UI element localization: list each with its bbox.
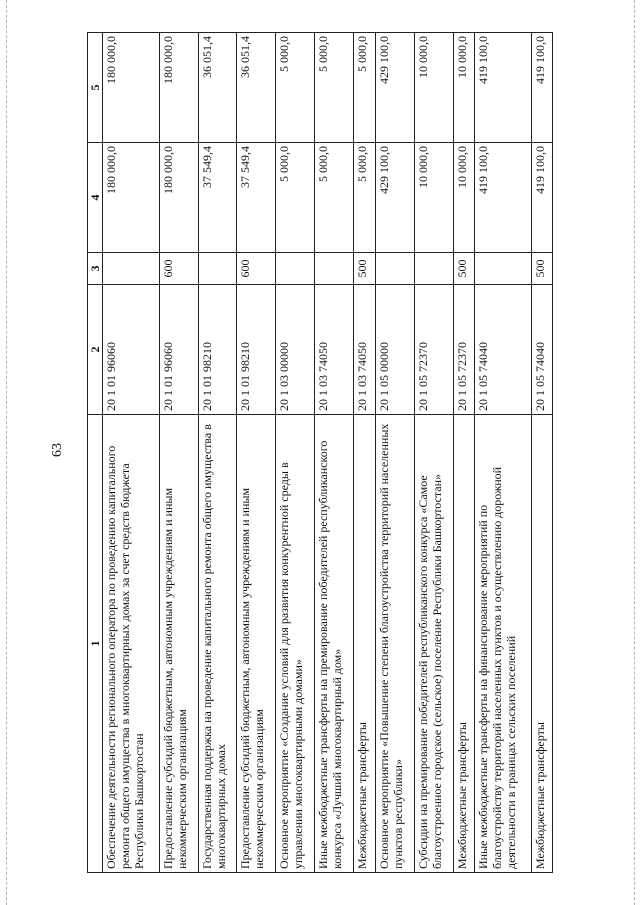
row-sum-col5: 5 000,0 [315, 33, 354, 143]
row-code: 20 1 03 74050 [354, 285, 375, 415]
row-sum-col4: 10 000,0 [414, 143, 453, 253]
table-row [103, 33, 160, 873]
row-sum-col4: 419 100,0 [474, 143, 531, 253]
row-sum-col5: 419 100,0 [474, 33, 531, 143]
row-sum-col4: 419 100,0 [531, 143, 552, 253]
row-sum-col5: 10 000,0 [414, 33, 453, 143]
row-sum-col5: 5 000,0 [354, 33, 375, 143]
row-name: Межбюджетные трансферты [531, 415, 552, 873]
rotated-table-container [87, 33, 553, 873]
row-code: 20 1 05 72370 [414, 285, 453, 415]
row-type [276, 253, 315, 285]
table-row [237, 33, 276, 873]
row-sum-col4: 5 000,0 [276, 143, 315, 253]
row-name: Обеспечение деятельности регионального оператора по проведению капитального ремонта общего имущества в многоквартирных домах за счет средств бюджета Республики Башкортостан [103, 415, 160, 873]
row-code: 20 1 03 00000 [276, 285, 315, 415]
row-type [198, 253, 237, 285]
row-name: Государственная поддержка на проведение капитального ремонта общего имущества в многоквартирных домах [198, 415, 237, 873]
row-type: 500 [531, 253, 552, 285]
table-row [531, 33, 552, 873]
row-name: Предоставление субсидий бюджетным, автономным учреждениям и иным некоммерческим организациям [159, 415, 198, 873]
row-sum-col5: 36 051,4 [237, 33, 276, 143]
row-name: Основное мероприятие «Создание условий для развития конкурентной среды в управлении многоквартирными домами» [276, 415, 315, 873]
row-code: 20 1 01 96060 [159, 285, 198, 415]
row-type [474, 253, 531, 285]
row-type: 500 [453, 253, 474, 285]
row-name: Субсидии на премирование победителей республиканского конкурса «Самое благоустроенное городское (сельское) поселение Республики Башкортостан» [414, 415, 453, 873]
row-sum-col5: 419 100,0 [531, 33, 552, 143]
row-sum-col4: 180 000,0 [103, 143, 160, 253]
page-number: 63 [50, 443, 65, 457]
row-sum-col5: 5 000,0 [276, 33, 315, 143]
table-row [414, 33, 453, 873]
row-sum-col4: 37 549,4 [198, 143, 237, 253]
header-col-5: 5 [88, 33, 103, 143]
row-name: Иные межбюджетные трансферты на премирование победителей республиканского конкурса «Лучший многоквартирный дом» [315, 415, 354, 873]
row-code: 20 1 03 74050 [315, 285, 354, 415]
row-type [315, 253, 354, 285]
row-sum-col4: 180 000,0 [159, 143, 198, 253]
row-sum-col4: 429 100,0 [375, 143, 414, 253]
row-sum-col5: 36 051,4 [198, 33, 237, 143]
header-col-4: 4 [88, 143, 103, 253]
row-sum-col5: 429 100,0 [375, 33, 414, 143]
row-name: Иные межбюджетные трансферты на финансирование мероприятий по благоустройству территорий населенных пунктов и осуществлению дорожной деятельности в границах сельских поселений [474, 415, 531, 873]
row-name: Межбюджетные трансферты [453, 415, 474, 873]
budget-table [87, 32, 553, 873]
row-type [375, 253, 414, 285]
row-sum-col5: 180 000,0 [103, 33, 160, 143]
table-row [315, 33, 354, 873]
row-code: 20 1 01 98210 [237, 285, 276, 415]
row-name: Предоставление субсидий бюджетным, автономным учреждениям и иным некоммерческим организациям [237, 415, 276, 873]
table-row [453, 33, 474, 873]
row-sum-col4: 10 000,0 [453, 143, 474, 253]
row-code: 20 1 05 00000 [375, 285, 414, 415]
row-sum-col4: 37 549,4 [237, 143, 276, 253]
row-type: 600 [159, 253, 198, 285]
row-type: 600 [237, 253, 276, 285]
table-row [198, 33, 237, 873]
row-name: Основное мероприятие «Повышение степени благоустройства территорий населенных пунктов республики» [375, 415, 414, 873]
row-sum-col5: 10 000,0 [453, 33, 474, 143]
table-row [474, 33, 531, 873]
row-type [414, 253, 453, 285]
row-sum-col4: 5 000,0 [315, 143, 354, 253]
table-row [159, 33, 198, 873]
table-header-row [88, 33, 103, 873]
row-code: 20 1 05 72370 [453, 285, 474, 415]
table-row [354, 33, 375, 873]
row-type [103, 253, 160, 285]
row-code: 20 1 05 74040 [474, 285, 531, 415]
row-code: 20 1 01 96060 [103, 285, 160, 415]
row-type: 500 [354, 253, 375, 285]
header-col-2: 2 [88, 285, 103, 415]
table-row [375, 33, 414, 873]
table-row [276, 33, 315, 873]
row-code: 20 1 01 98210 [198, 285, 237, 415]
row-sum-col5: 180 000,0 [159, 33, 198, 143]
header-col-3: 3 [88, 253, 103, 285]
row-name: Межбюджетные трансферты [354, 415, 375, 873]
scan-edge-right [634, 0, 635, 905]
row-sum-col4: 5 000,0 [354, 143, 375, 253]
header-col-1: 1 [88, 415, 103, 873]
row-code: 20 1 05 74040 [531, 285, 552, 415]
scan-edge-left [6, 0, 7, 905]
